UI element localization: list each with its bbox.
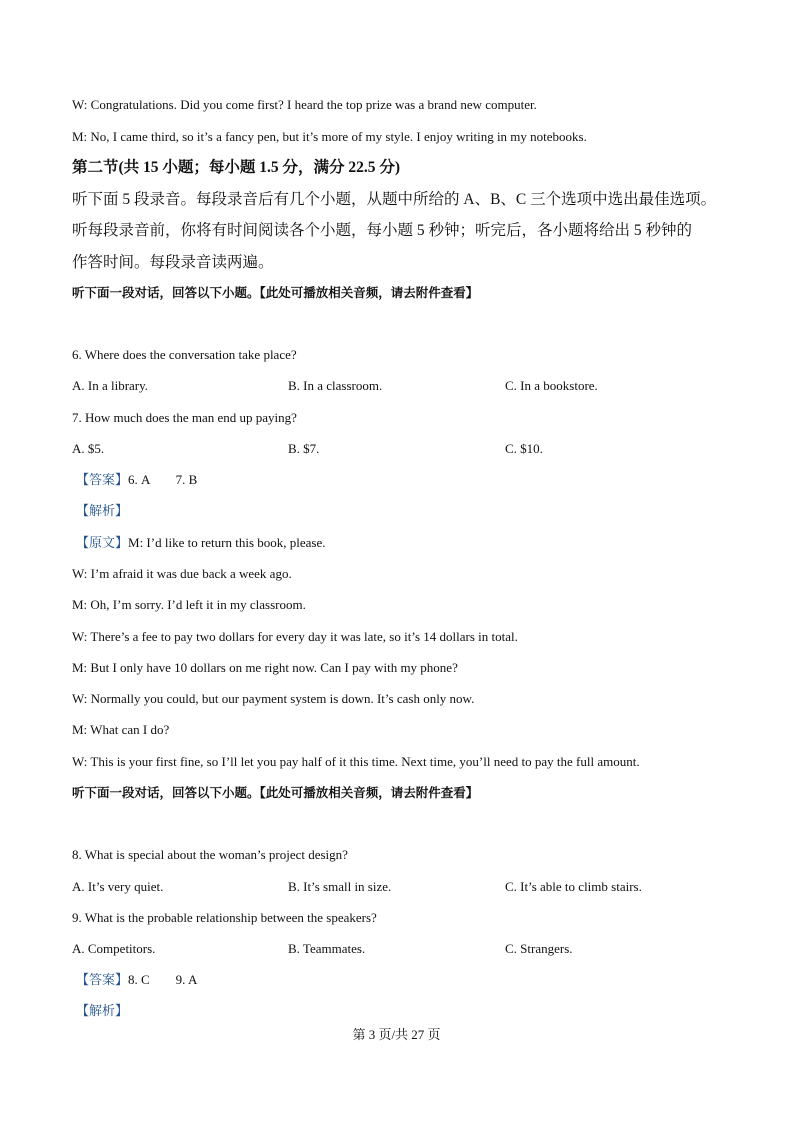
section-instruction: 听每段录音前，你将有时间阅读各个小题，每小题 5 秒钟；听完后，各小题将给出 5 秒钟的 [72,222,693,239]
question-8: 8. What is special about the woman’s project design? [72,847,348,862]
question-9: 9. What is the probable relationship between the speakers? [72,910,377,925]
answer-row [76,472,197,488]
section-instruction: 听下面 5 段录音。每段录音后有几个小题，从题中所给的 A、B、C 三个选项中选出最佳选项。 [72,191,717,208]
transcript-line: M: But I only have 10 dollars on me right now. Can I pay with my phone? [72,660,458,675]
option-a: A. Competitors. [72,941,156,956]
answer-label: 【答案】 [76,472,129,487]
transcript-line: M: What can I do? [72,722,170,737]
analysis-label: 【解析】 [76,503,129,518]
answer-row [76,972,197,988]
option-b: B. $7. [288,441,320,456]
transcript-line: W: Normally you could, but our payment system is down. It’s cash only now. [72,691,475,706]
answer-text: 8. C 9. A [128,972,198,987]
option-c: C. It’s able to climb stairs. [505,879,642,894]
option-c: C. In a bookstore. [505,378,598,393]
transcript-line: W: There’s a fee to pay two dollars for every day it was late, so it’s 14 dollars in total. [72,629,518,644]
answer-text: 6. A 7. B [128,472,198,487]
transcript-line: M: Oh, I’m sorry. I’d left it in my classroom. [72,597,306,612]
original-label: 【原文】 [76,535,129,550]
question-6: 6. Where does the conversation take place? [72,347,297,362]
option-a: A. It’s very quiet. [72,879,164,894]
transcript-first-row [76,535,326,551]
dialogue-line: M: No, I came third, so it’s a fancy pen, but it’s more of my style. I enjoy writing in my notebooks. [72,129,587,144]
audio-note: 听下面一段对话，回答以下小题。【此处可播放相关音频，请去附件查看】 [72,286,479,300]
analysis-label: 【解析】 [76,1003,129,1018]
option-b: B. Teammates. [288,941,366,956]
option-a: A. $5. [72,441,105,456]
option-c: C. $10. [505,441,543,456]
audio-note: 听下面一段对话，回答以下小题。【此处可播放相关音频，请去附件查看】 [72,786,479,800]
section-heading: 第二节(共 15 小题；每小题 1.5 分，满分 22.5 分) [72,159,401,176]
section-instruction: 作答时间。每段录音读两遍。 [72,254,274,271]
option-c: C. Strangers. [505,941,573,956]
transcript-line: W: This is your first fine, so I’ll let you pay half of it this time. Next time, you’ll need to pay the full amount. [72,754,640,769]
option-a: A. In a library. [72,378,149,393]
option-b: B. In a classroom. [288,378,383,393]
option-b: B. It’s small in size. [288,879,392,894]
question-7: 7. How much does the man end up paying? [72,410,297,425]
transcript-line: W: I’m afraid it was due back a week ago. [72,566,292,581]
page-number: 第 3 页/共 27 页 [352,1027,441,1042]
answer-label: 【答案】 [76,972,129,987]
dialogue-line: W: Congratulations. Did you come first? I heard the top prize was a brand new computer. [72,97,537,112]
transcript-line: M: I’d like to return this book, please. [128,535,326,550]
